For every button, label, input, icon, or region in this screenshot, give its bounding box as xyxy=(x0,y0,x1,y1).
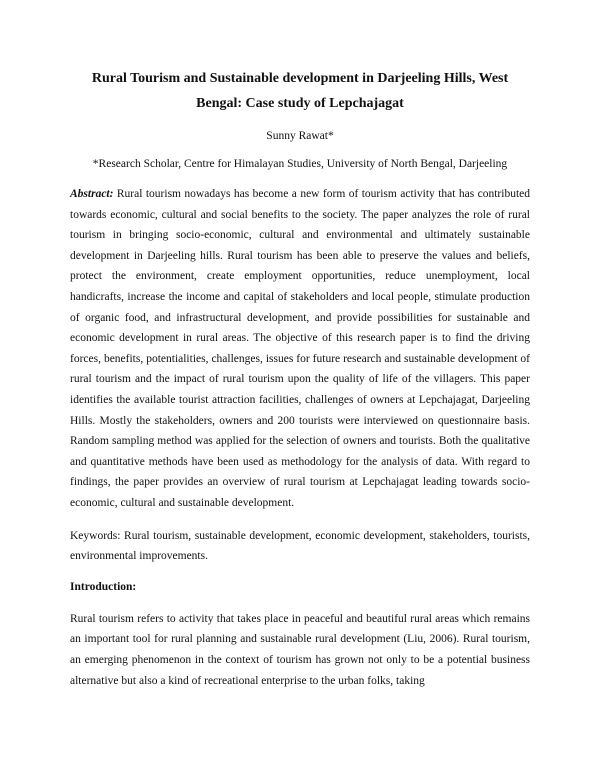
author-affiliation: *Research Scholar, Centre for Himalayan Studies, University of North Bengal, Darjeeling xyxy=(92,158,508,170)
abstract-text: Rural tourism nowadays has become a new form of tourism activity that has contributed towards economic, cultural and social benefits to the society. The paper analyzes the role of rural tourism in bringing socio-economic, cultural and environmental and ultimately sustainable development in Darjeeling hills. Rural tourism has been able to preserve the values and beliefs, protect the environment, create employment opportunities, reduce unemployment, local handicrafts, increase the income and capital of stakeholders and local people, stimulate production of organic food, and infrastructural development, and provide possibilities for sustainable and economic development in rural areas. The objective of this research paper is to find the driving forces, benefits, potentialities, challenges, issues for future research and sustainable development of rural tourism and the impact of rural tourism upon the quality of life of the villagers. This paper identifies the available tourist attraction facilities, challenges of owners at Lepchajagat, Darjeeling Hills. Mostly the stakeholders, owners and 200 tourists were interviewed on questionnaire basis. Random sampling method was applied for the selection of owners and tourists. Both the qualitative and quantitative methods have been used as methodology for the analysis of data. With regard to findings, the paper provides an overview of rural tourism at Lepchajagat leading towards socio-economic, cultural and sustainable development. xyxy=(70,188,530,509)
introduction-heading: Introduction: xyxy=(70,580,137,593)
author-name: Sunny Rawat* xyxy=(266,130,334,142)
paper-title-line1: Rural Tourism and Sustainable development in Darjeeling Hills, West xyxy=(91,71,509,86)
introduction-paragraph: Rural tourism refers to activity that takes place in peaceful and beautiful rural areas which remains an important tool for rural planning and sustainable rural development (Liu, 2006). Rural tourism, an emerging phenomenon in the context of tourism has grown not only to be a potential business alternative but also a kind of recreational enterprise to the urban folks, taking xyxy=(70,612,530,688)
abstract-paragraph xyxy=(70,184,530,514)
paper-title-line2: Bengal: Case study of Lepchajagat xyxy=(196,96,404,111)
paper-title xyxy=(70,66,530,116)
abstract-label: Abstract: xyxy=(70,188,114,200)
keywords-paragraph: Keywords: Rural tourism, sustainable development, economic development, stakeholders, tourists, environmental improvements. xyxy=(70,529,530,563)
